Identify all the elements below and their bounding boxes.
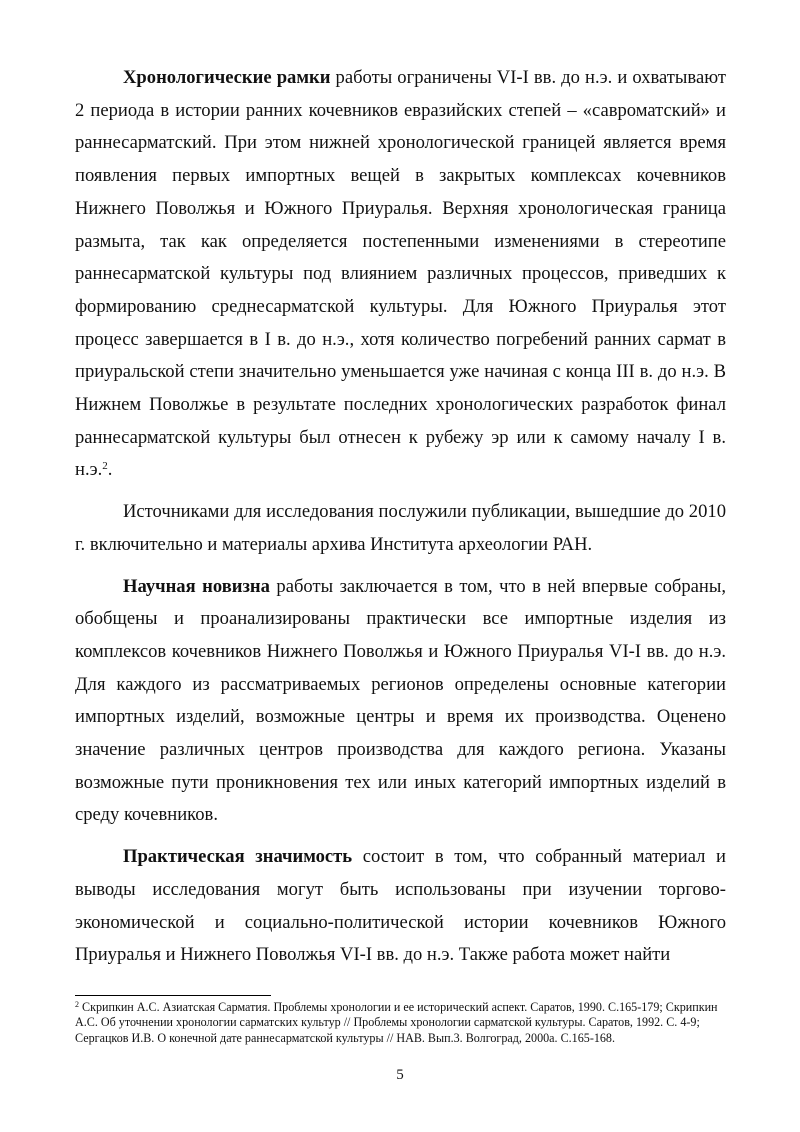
footnote bbox=[75, 1000, 726, 1046]
significance-heading: Практическая значимость bbox=[123, 846, 353, 868]
footnote-text: Скрипкин А.С. Азиатская Сарматия. Проблемы хронологии и ее исторический аспект. Саратов, 1990. С.165-179; Скрипкин А.С. Об уточнении хронологии сарматских культур // Проблемы хронологии сарматской культуры. Саратов, 1992. С. 4-9; Сергацков И.В. О конечной дате раннесарматской культуры // НАВ. Вып.3. Волгоград, 2000а. С.165-168. bbox=[75, 1000, 718, 1045]
paragraph-sources bbox=[75, 496, 726, 561]
chronology-text: работы ограничены VI-I вв. до н.э. и охватывают 2 периода в истории ранних кочевников евразийских степей – «савроматский» и раннесарматский. При этом нижней хронологической границей является время появления первых импортных вещей в закрытых комплексах кочевников Нижнего Поволжья и Южного Приуралья. Верхняя хронологическая граница размыта, так как определяется постепенными изменениями в стереотипе раннесарматской культуры под влиянием различных процессов, приведших к формированию среднесарматской культуры. Для Южного Приуралья этот процесс завершается в I в. до н.э., хотя количество погребений ранних сармат в приуральской степи значительно уменьшается уже начиная с конца III в. до н.э. В Нижнем Поволжье в результате последних хронологических разработок финал раннесарматской культуры был отнесен к рубежу эр или к самому началу I в. н.э. bbox=[75, 67, 726, 481]
footnote-number: 2 bbox=[75, 1000, 79, 1009]
paragraph-chronology bbox=[75, 62, 726, 487]
significance-text: состоит в том, что собранный материал и выводы исследования могут быть использованы при изучении торгово-экономической и социально-политической истории кочевников Южного Приуралья и Нижнего Поволжья VI-I вв. до н.э. Также работа может найти bbox=[75, 846, 726, 966]
paragraph-novelty bbox=[75, 571, 726, 833]
novelty-heading: Научная новизна bbox=[123, 575, 270, 597]
footnote-reference[interactable]: 2 bbox=[102, 460, 108, 473]
footnote-separator bbox=[75, 995, 271, 996]
chronology-heading: Хронологические рамки bbox=[123, 67, 331, 88]
body-text bbox=[75, 62, 726, 972]
chronology-text-end: . bbox=[107, 459, 113, 481]
novelty-text: работы заключается в том, что в ней впервые собраны, обобщены и проанализированы практически все импортные изделия из комплексов кочевников Нижнего Поволжья и Южного Приуралья VI-I вв. до н.э. Для каждого из рассматриваемых регионов определены основные категории импортных изделий, возможные центры и время их производства. Оценено значение различных центров производства для каждого региона. Указаны возможные пути проникновения тех или иных категорий импортных изделий в среду кочевников. bbox=[75, 575, 726, 826]
page-number: 5 bbox=[396, 1067, 404, 1083]
paragraph-significance bbox=[75, 841, 726, 972]
sources-text: Источниками для исследования послужили публикации, вышедшие до 2010 г. включительно и материалы архива Института археологии РАН. bbox=[75, 501, 726, 555]
